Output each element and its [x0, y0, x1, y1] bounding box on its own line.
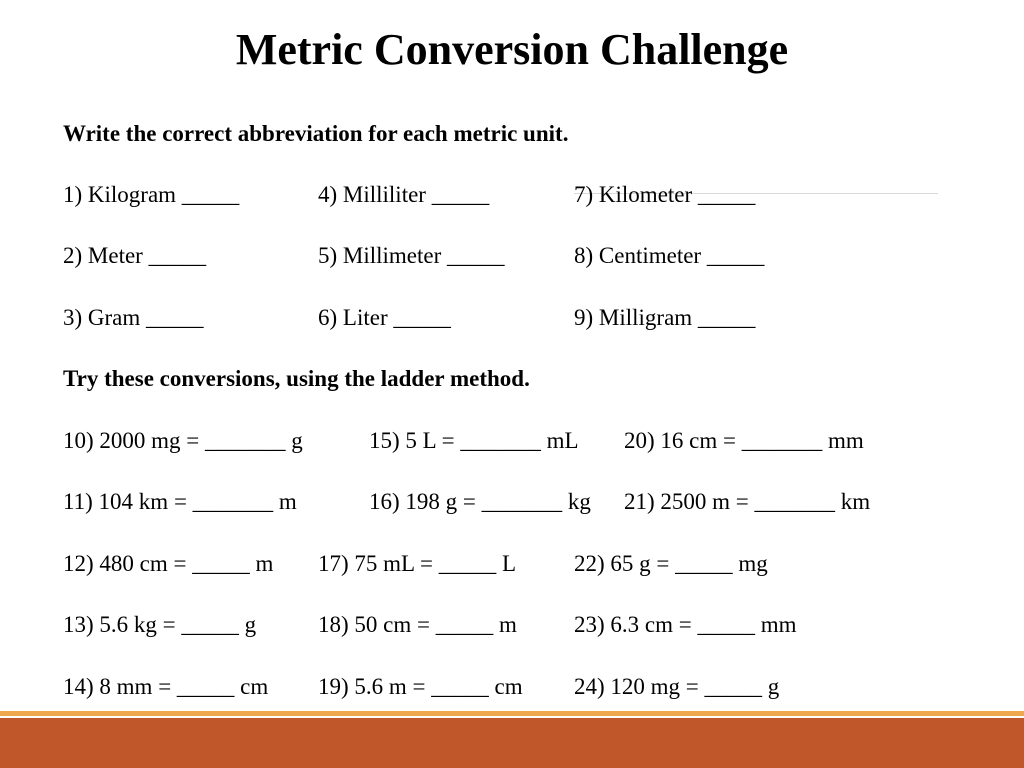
question-21: 21) 2500 m = _______ km — [624, 489, 871, 514]
question-24: 24) 120 mg = _____ g — [574, 674, 780, 699]
abbreviation-instruction: Write the correct abbreviation for each metric unit. — [63, 121, 569, 146]
question-17: 17) 75 mL = _____ L — [318, 551, 517, 576]
question-6: 6) Liter _____ — [318, 305, 451, 330]
question-10: 10) 2000 mg = _______ g — [63, 428, 303, 453]
question-8: 8) Centimeter _____ — [574, 243, 765, 268]
question-22: 22) 65 g = _____ mg — [574, 551, 768, 576]
question-16: 16) 198 g = _______ kg — [369, 489, 591, 514]
question-2: 2) Meter _____ — [63, 243, 207, 268]
question-11: 11) 104 km = _______ m — [63, 489, 297, 514]
question-18: 18) 50 cm = _____ m — [318, 612, 517, 637]
question-14: 14) 8 mm = _____ cm — [63, 674, 269, 699]
question-20: 20) 16 cm = _______ mm — [624, 428, 864, 453]
question-19: 19) 5.6 m = _____ cm — [318, 674, 523, 699]
question-23: 23) 6.3 cm = _____ mm — [574, 612, 797, 637]
conversion-instruction: Try these conversions, using the ladder method. — [63, 366, 530, 391]
question-12: 12) 480 cm = _____ m — [63, 551, 274, 576]
slide-title: Metric Conversion Challenge — [235, 25, 789, 74]
footer-accent-stripe — [0, 711, 1024, 716]
question-15: 15) 5 L = _______ mL — [369, 428, 579, 453]
question-4: 4) Milliliter _____ — [318, 182, 490, 207]
question-1: 1) Kilogram _____ — [63, 182, 240, 207]
footer-bar — [0, 718, 1024, 768]
question-5: 5) Millimeter _____ — [318, 243, 505, 268]
question-3: 3) Gram _____ — [63, 305, 204, 330]
question-9: 9) Milligram _____ — [574, 305, 756, 330]
question-13: 13) 5.6 kg = _____ g — [63, 612, 257, 637]
question-7: 7) Kilometer _____ — [574, 182, 756, 207]
